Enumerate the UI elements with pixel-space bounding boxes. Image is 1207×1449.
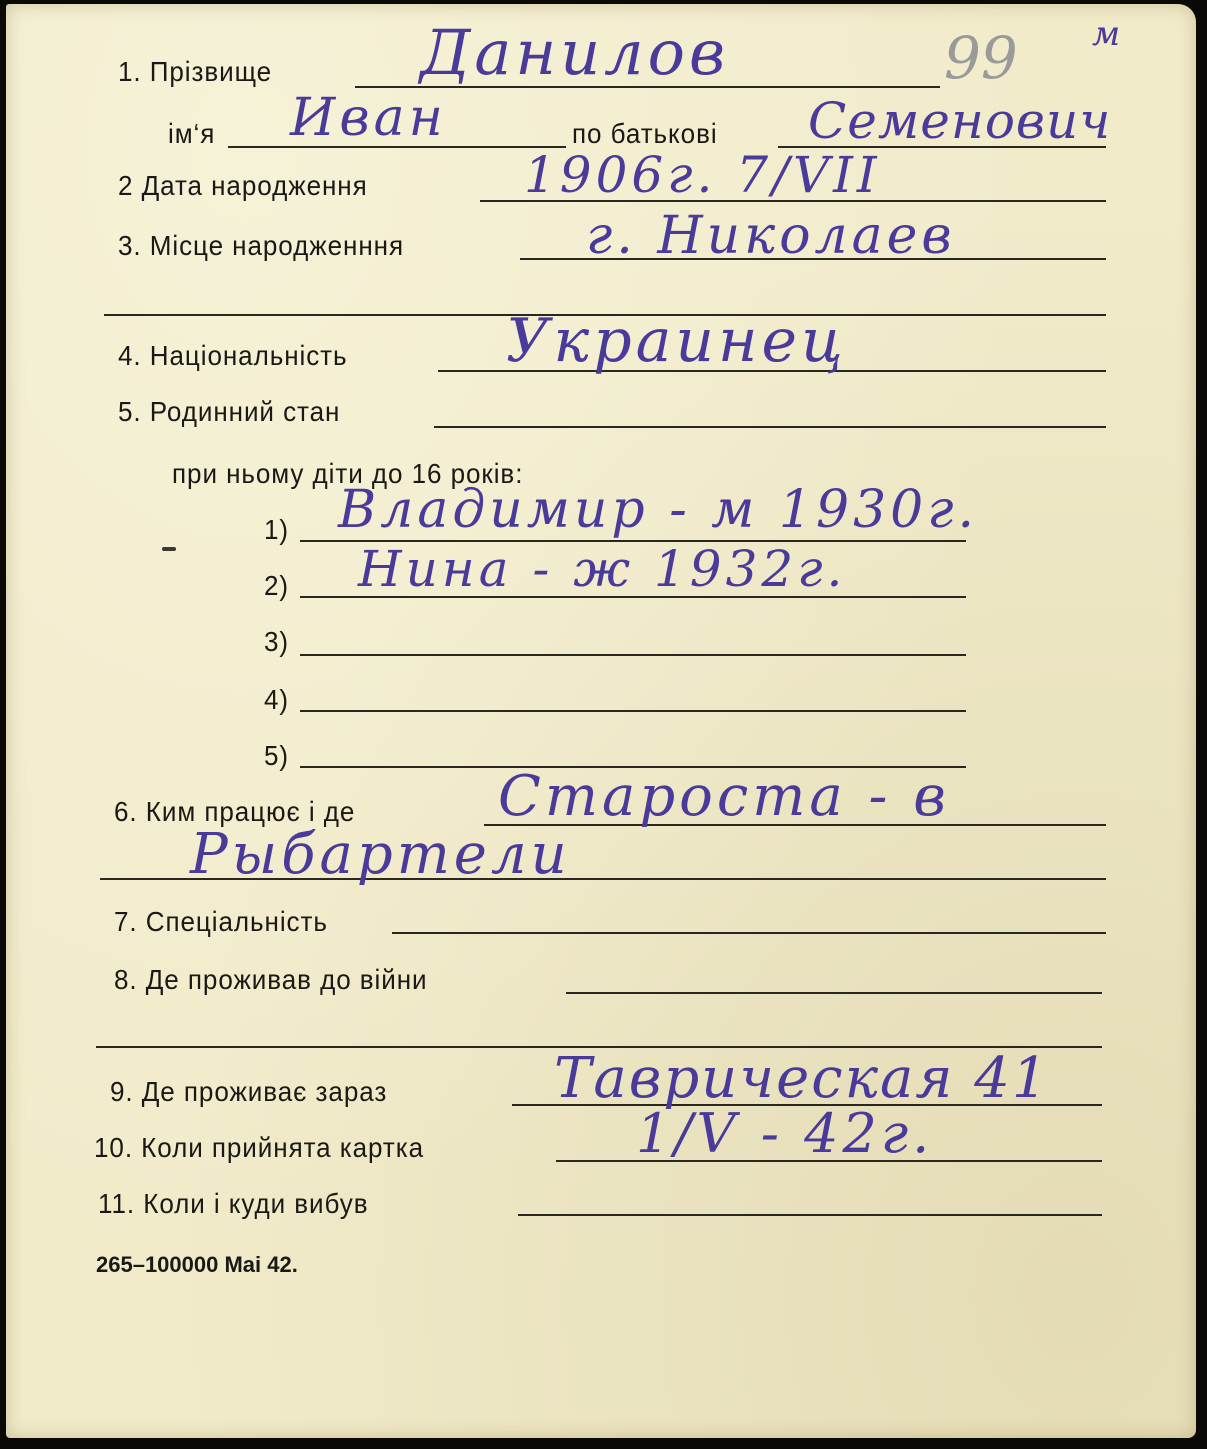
surname-label: 1. Прізвище — [118, 56, 273, 87]
nationality-value: Украинец — [506, 306, 847, 376]
birthdate-label: 2 Дата народження — [118, 170, 368, 201]
card-accepted-label: 10. Коли прийнята картка — [94, 1132, 425, 1163]
birthplace-value: г. Николаев — [586, 206, 956, 266]
child-3-line — [300, 654, 966, 656]
departure-label: 11. Коли і куди вибув — [98, 1188, 369, 1219]
specialty-line — [392, 932, 1106, 934]
child-3-num: 3) — [264, 626, 290, 657]
print-code: 265–100000 Mai 42. — [96, 1252, 298, 1277]
ink-spot — [162, 547, 176, 551]
occupation-value-2: Рыбартели — [190, 822, 571, 887]
birthdate-value: 1906г. 7/VII — [524, 146, 881, 204]
prewar-residence-label: 8. Де проживав до війни — [114, 964, 428, 995]
name-label: ім‘я — [168, 118, 216, 149]
name-value: Иван — [290, 88, 447, 148]
child-4-num: 4) — [264, 684, 290, 715]
current-residence-label: 9. Де проживає зараз — [110, 1076, 388, 1107]
prewar-residence-line — [566, 992, 1102, 994]
patronymic-label: по батькові — [572, 118, 718, 149]
child-2-num: 2) — [264, 570, 290, 601]
card-accepted-value: 1/V - 42г. — [636, 1102, 934, 1165]
marital-status-line — [434, 426, 1106, 428]
marital-status-label: 5. Родинний стан — [118, 396, 341, 427]
child-4-line — [300, 710, 966, 712]
occupation-value: Староста - в — [498, 764, 950, 829]
patronymic-value: Семенович — [808, 92, 1112, 150]
child-1-value: Владимир - м 1930г. — [338, 480, 979, 540]
current-residence-value: Таврическая 41 — [554, 1046, 1050, 1111]
corner-mark: м — [1092, 14, 1125, 54]
occupation-label: 6. Ким працює і де — [114, 796, 356, 827]
nationality-label: 4. Національність — [118, 340, 348, 371]
birthplace-label: 3. Місце народженння — [118, 230, 404, 261]
departure-line — [518, 1214, 1102, 1216]
child-2-value: Нина - ж 1932г. — [358, 540, 847, 598]
surname-value: Данилов — [420, 16, 730, 89]
specialty-label: 7. Спеціальність — [114, 906, 328, 937]
children-label: при ньому діти до 16 років: — [172, 458, 524, 489]
pencil-number: 99 — [944, 24, 1018, 92]
child-5-num: 5) — [264, 740, 290, 771]
child-1-num: 1) — [264, 514, 290, 545]
